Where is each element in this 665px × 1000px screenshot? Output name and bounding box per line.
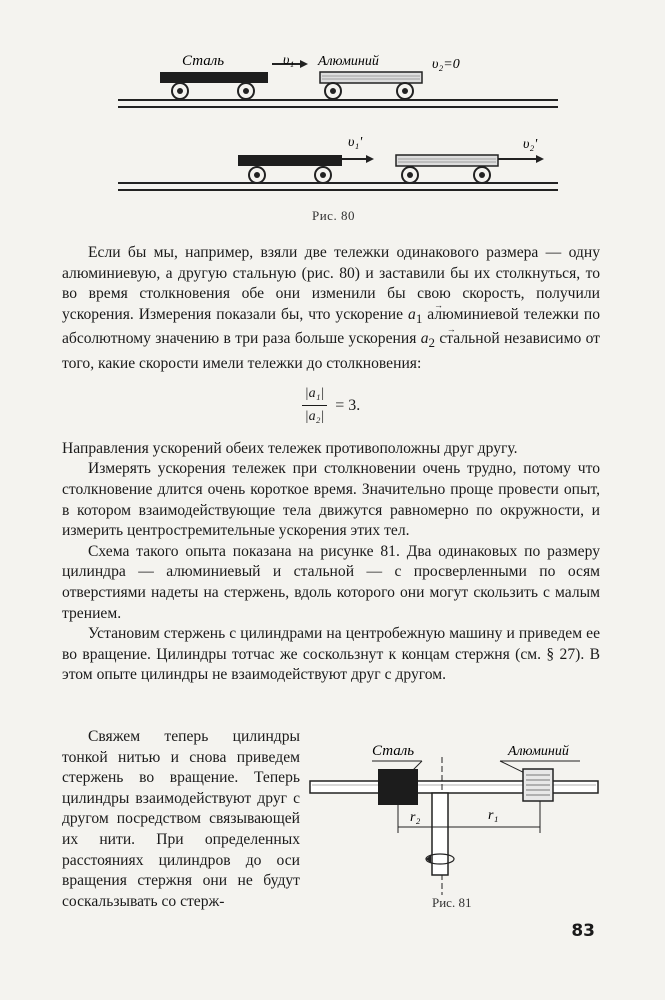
figure-81-caption: Рис. 81	[432, 895, 472, 910]
steel-cart-bottom	[238, 155, 342, 166]
paragraph-3: Измерять ускорения тележек при столкновении очень трудно, потому что столкновение длится очень короткое время. Значительно проще провести опыт, в котором взаимодействующие тела движутся равномерно по окружности, и измерить центростремительные ускорения этих тел.	[62, 460, 600, 540]
formula	[62, 383, 600, 433]
aluminum-label-top: Алюминий	[318, 54, 379, 69]
v1-prime-label: υ₁'	[348, 135, 363, 150]
figure-81	[300, 735, 610, 915]
steel-label-fig81: Сталь	[372, 743, 415, 759]
paragraph-6: Свяжем теперь цилиндры тонкой нитью и снова приведем стержень во вращение. Теперь цилиндры взаимодействуют друг с другом посредством связывающей их нити. При определенных расстояниях цилиндров до оси вращения стержня они не будут соскальзывать со стерж-	[62, 728, 300, 910]
axis-shaft	[432, 793, 448, 875]
aluminum-label-fig81: Алюминий	[508, 744, 569, 759]
page-number: 83	[571, 921, 595, 941]
formula-result: = 3.	[335, 396, 361, 414]
steel-cylinder	[378, 769, 418, 805]
figure-80	[0, 0, 665, 230]
paragraph-1: Если бы мы, например, взяли две тележки одинакового размера — одну алюминиевую, а другую стальную (рис. 80) и заставили бы их столкнуться, то во время столкновения обе они изменили бы свою скорость, получили ускорения. Измерения показали бы, что ускорение → $a_1$ алюминиевой тележки по абсолютному значению в три раза больше ускорения → $a_2$ стальной независимо от того, какие скорости имели тележки до столкновения:	[62, 243, 600, 375]
paragraph-4: Схема такого опыта показана на рисунке 81. Два одинаковых по размеру цилиндра — алюминиевый и стальной — с просверленными по осям отверстиями надеты на стержень, вдоль которого они могут скользить с малым трением.	[62, 542, 600, 622]
v2-label: υ₂=0	[432, 57, 460, 72]
formula-denominator: |a₂|	[304, 409, 325, 425]
paragraph-2: Направления ускорений обеих тележек противоположны друг другу.	[62, 439, 518, 457]
steel-label-top: Сталь	[182, 53, 225, 69]
aluminum-cart-bottom	[396, 155, 498, 166]
paragraph-5: Установим стержень с цилиндрами на центробежную машину и приведем ее во вращение. Цилиндры тотчас же соскользнут к концам стержня (см. § 27). В этом опыте цилиндры не взаимодействуют друг с другом.	[62, 625, 600, 684]
r2-label: r₂	[410, 810, 421, 825]
r1-label: r₁	[488, 808, 499, 823]
v1-label: υ₁	[283, 53, 295, 68]
side-text	[62, 727, 300, 912]
aluminum-cart-top	[320, 72, 422, 83]
rod	[310, 781, 598, 793]
steel-cart-top	[160, 72, 268, 83]
body-text	[62, 243, 600, 686]
formula-numerator: |a₁|	[302, 383, 328, 407]
v2-prime-label: υ₂'	[523, 137, 538, 152]
figure-80-caption: Рис. 80	[312, 208, 355, 223]
